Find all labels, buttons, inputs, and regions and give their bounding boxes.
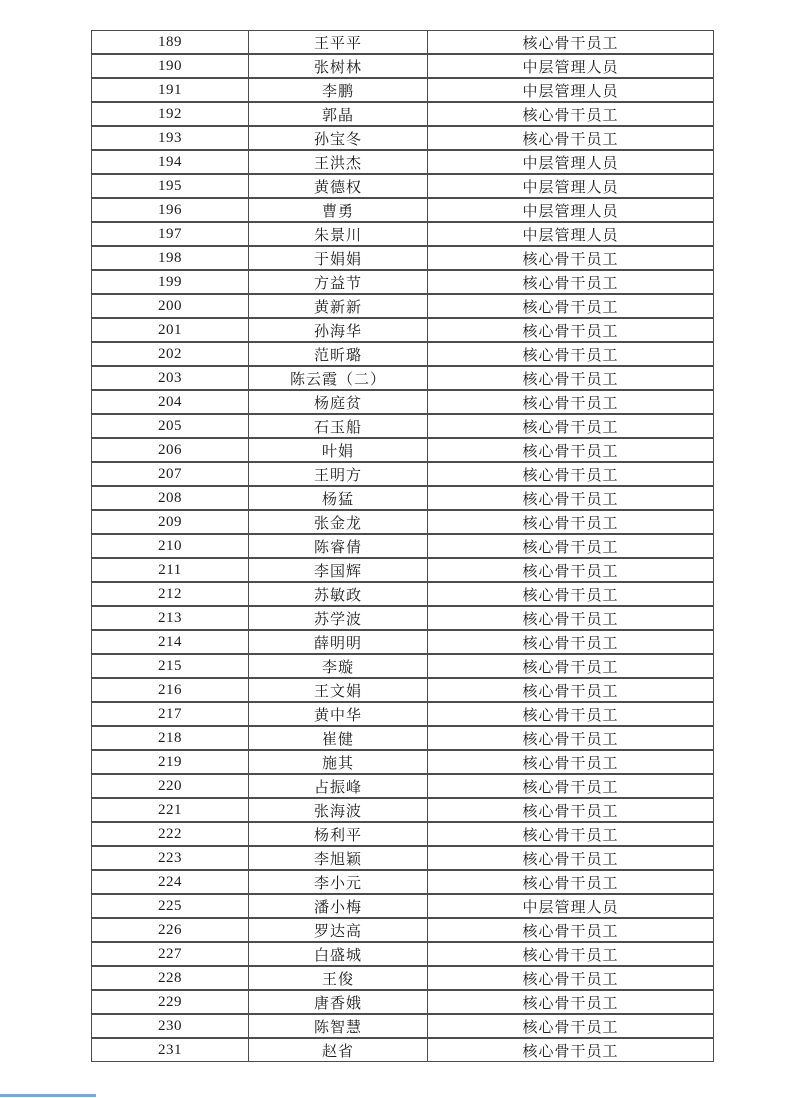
row-number-cell: 199 <box>91 270 248 294</box>
name-cell: 白盛城 <box>248 942 427 966</box>
table-row <box>91 534 714 558</box>
table-row <box>91 294 714 318</box>
name-cell: 张海波 <box>248 798 427 822</box>
name-cell: 孙宝冬 <box>248 126 427 150</box>
category-cell: 核心骨干员工 <box>427 294 714 318</box>
category-cell: 核心骨干员工 <box>427 462 714 486</box>
table-row <box>91 822 714 846</box>
table-row <box>91 942 714 966</box>
category-cell: 核心骨干员工 <box>427 126 714 150</box>
name-cell: 郭晶 <box>248 102 427 126</box>
table-row <box>91 390 714 414</box>
name-cell: 潘小梅 <box>248 894 427 918</box>
table-row <box>91 558 714 582</box>
name-cell: 崔健 <box>248 726 427 750</box>
name-cell: 曹勇 <box>248 198 427 222</box>
name-cell: 朱景川 <box>248 222 427 246</box>
name-cell: 孙海华 <box>248 318 427 342</box>
table-row <box>91 198 714 222</box>
table-row <box>91 726 714 750</box>
row-number-cell: 217 <box>91 702 248 726</box>
row-number-cell: 194 <box>91 150 248 174</box>
name-cell: 苏敏政 <box>248 582 427 606</box>
row-number-cell: 231 <box>91 1038 248 1062</box>
table-row <box>91 870 714 894</box>
name-cell: 黄德权 <box>248 174 427 198</box>
name-cell: 陈智慧 <box>248 1014 427 1038</box>
row-number-cell: 208 <box>91 486 248 510</box>
name-cell: 苏学波 <box>248 606 427 630</box>
name-cell: 赵省 <box>248 1038 427 1062</box>
category-cell: 核心骨干员工 <box>427 342 714 366</box>
row-number-cell: 215 <box>91 654 248 678</box>
name-cell: 方益节 <box>248 270 427 294</box>
name-cell: 张树林 <box>248 54 427 78</box>
row-number-cell: 216 <box>91 678 248 702</box>
category-cell: 中层管理人员 <box>427 54 714 78</box>
category-cell: 核心骨干员工 <box>427 870 714 894</box>
table-row <box>91 438 714 462</box>
table-row <box>91 462 714 486</box>
table-row <box>91 750 714 774</box>
table-row <box>91 366 714 390</box>
row-number-cell: 212 <box>91 582 248 606</box>
table-row <box>91 846 714 870</box>
table-row <box>91 318 714 342</box>
name-cell: 唐香娥 <box>248 990 427 1014</box>
name-cell: 陈云霞（二） <box>248 366 427 390</box>
category-cell: 核心骨干员工 <box>427 558 714 582</box>
row-number-cell: 207 <box>91 462 248 486</box>
category-cell: 核心骨干员工 <box>427 1014 714 1038</box>
row-number-cell: 200 <box>91 294 248 318</box>
row-number-cell: 226 <box>91 918 248 942</box>
category-cell: 核心骨干员工 <box>427 630 714 654</box>
row-number-cell: 191 <box>91 78 248 102</box>
category-cell: 核心骨干员工 <box>427 534 714 558</box>
table-row <box>91 102 714 126</box>
name-cell: 王洪杰 <box>248 150 427 174</box>
table-row <box>91 702 714 726</box>
table-row <box>91 150 714 174</box>
row-number-cell: 228 <box>91 966 248 990</box>
table-row <box>91 630 714 654</box>
name-cell: 王俊 <box>248 966 427 990</box>
row-number-cell: 189 <box>91 30 248 54</box>
name-cell: 于娟娟 <box>248 246 427 270</box>
category-cell: 核心骨干员工 <box>427 966 714 990</box>
row-number-cell: 230 <box>91 1014 248 1038</box>
category-cell: 核心骨干员工 <box>427 846 714 870</box>
row-number-cell: 211 <box>91 558 248 582</box>
table-row <box>91 1038 714 1062</box>
category-cell: 核心骨干员工 <box>427 582 714 606</box>
name-cell: 李小元 <box>248 870 427 894</box>
category-cell: 核心骨干员工 <box>427 654 714 678</box>
name-cell: 黄新新 <box>248 294 427 318</box>
row-number-cell: 210 <box>91 534 248 558</box>
category-cell: 核心骨干员工 <box>427 510 714 534</box>
row-number-cell: 223 <box>91 846 248 870</box>
name-cell: 石玉船 <box>248 414 427 438</box>
table-row <box>91 30 714 54</box>
table-row <box>91 582 714 606</box>
name-cell: 薛明明 <box>248 630 427 654</box>
category-cell: 中层管理人员 <box>427 894 714 918</box>
name-cell: 李鹏 <box>248 78 427 102</box>
table-row <box>91 222 714 246</box>
table-row <box>91 270 714 294</box>
row-number-cell: 197 <box>91 222 248 246</box>
row-number-cell: 190 <box>91 54 248 78</box>
row-number-cell: 222 <box>91 822 248 846</box>
table-row <box>91 966 714 990</box>
category-cell: 核心骨干员工 <box>427 606 714 630</box>
category-cell: 核心骨干员工 <box>427 822 714 846</box>
name-cell: 李国辉 <box>248 558 427 582</box>
table-row <box>91 774 714 798</box>
category-cell: 核心骨干员工 <box>427 246 714 270</box>
row-number-cell: 221 <box>91 798 248 822</box>
name-cell: 王文娟 <box>248 678 427 702</box>
row-number-cell: 219 <box>91 750 248 774</box>
name-cell: 叶娟 <box>248 438 427 462</box>
category-cell: 核心骨干员工 <box>427 726 714 750</box>
row-number-cell: 229 <box>91 990 248 1014</box>
name-cell: 李璇 <box>248 654 427 678</box>
category-cell: 核心骨干员工 <box>427 774 714 798</box>
row-number-cell: 214 <box>91 630 248 654</box>
row-number-cell: 213 <box>91 606 248 630</box>
row-number-cell: 227 <box>91 942 248 966</box>
category-cell: 核心骨干员工 <box>427 702 714 726</box>
table-row <box>91 678 714 702</box>
row-number-cell: 225 <box>91 894 248 918</box>
row-number-cell: 192 <box>91 102 248 126</box>
name-cell: 杨利平 <box>248 822 427 846</box>
row-number-cell: 218 <box>91 726 248 750</box>
table-row <box>91 510 714 534</box>
category-cell: 中层管理人员 <box>427 174 714 198</box>
table-row <box>91 246 714 270</box>
name-cell: 王平平 <box>248 30 427 54</box>
category-cell: 核心骨干员工 <box>427 390 714 414</box>
category-cell: 中层管理人员 <box>427 222 714 246</box>
category-cell: 核心骨干员工 <box>427 1038 714 1062</box>
row-number-cell: 193 <box>91 126 248 150</box>
name-cell: 杨庭贫 <box>248 390 427 414</box>
category-cell: 核心骨干员工 <box>427 942 714 966</box>
name-cell: 范昕璐 <box>248 342 427 366</box>
row-number-cell: 206 <box>91 438 248 462</box>
name-cell: 陈睿倩 <box>248 534 427 558</box>
category-cell: 核心骨干员工 <box>427 438 714 462</box>
row-number-cell: 205 <box>91 414 248 438</box>
table-row <box>91 486 714 510</box>
row-number-cell: 201 <box>91 318 248 342</box>
name-cell: 王明方 <box>248 462 427 486</box>
category-cell: 核心骨干员工 <box>427 990 714 1014</box>
category-cell: 核心骨干员工 <box>427 486 714 510</box>
table-row <box>91 918 714 942</box>
row-number-cell: 220 <box>91 774 248 798</box>
category-cell: 中层管理人员 <box>427 198 714 222</box>
name-cell: 黄中华 <box>248 702 427 726</box>
row-number-cell: 203 <box>91 366 248 390</box>
category-cell: 核心骨干员工 <box>427 798 714 822</box>
table-row <box>91 78 714 102</box>
category-cell: 核心骨干员工 <box>427 102 714 126</box>
row-number-cell: 204 <box>91 390 248 414</box>
name-cell: 李旭颖 <box>248 846 427 870</box>
category-cell: 核心骨干员工 <box>427 318 714 342</box>
category-cell: 中层管理人员 <box>427 78 714 102</box>
table-row <box>91 798 714 822</box>
category-cell: 核心骨干员工 <box>427 414 714 438</box>
table-row <box>91 990 714 1014</box>
row-number-cell: 224 <box>91 870 248 894</box>
category-cell: 核心骨干员工 <box>427 270 714 294</box>
category-cell: 中层管理人员 <box>427 150 714 174</box>
table-row <box>91 654 714 678</box>
table-row <box>91 54 714 78</box>
table-row <box>91 126 714 150</box>
table-row <box>91 1014 714 1038</box>
table-row <box>91 174 714 198</box>
employee-table-body <box>91 30 714 1062</box>
table-row <box>91 894 714 918</box>
name-cell: 张金龙 <box>248 510 427 534</box>
row-number-cell: 195 <box>91 174 248 198</box>
row-number-cell: 209 <box>91 510 248 534</box>
name-cell: 杨猛 <box>248 486 427 510</box>
table-row <box>91 342 714 366</box>
table-row <box>91 606 714 630</box>
table-row <box>91 414 714 438</box>
category-cell: 核心骨干员工 <box>427 366 714 390</box>
category-cell: 核心骨干员工 <box>427 678 714 702</box>
category-cell: 核心骨干员工 <box>427 30 714 54</box>
scan-artifact-line <box>0 1094 96 1097</box>
category-cell: 核心骨干员工 <box>427 750 714 774</box>
row-number-cell: 198 <box>91 246 248 270</box>
category-cell: 核心骨干员工 <box>427 918 714 942</box>
name-cell: 施其 <box>248 750 427 774</box>
row-number-cell: 196 <box>91 198 248 222</box>
name-cell: 占振峰 <box>248 774 427 798</box>
employee-table <box>91 30 714 1062</box>
name-cell: 罗达高 <box>248 918 427 942</box>
row-number-cell: 202 <box>91 342 248 366</box>
